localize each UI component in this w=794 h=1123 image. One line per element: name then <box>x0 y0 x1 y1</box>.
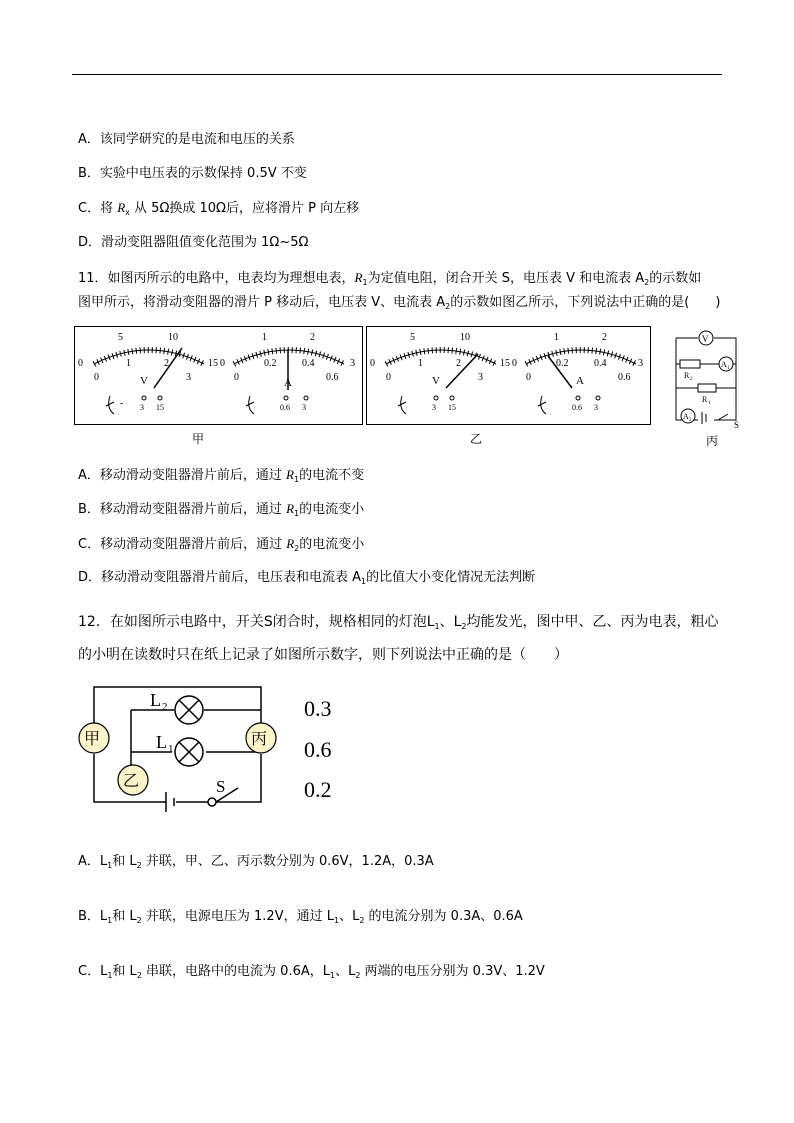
svg-text:R: R <box>684 371 690 380</box>
q12-option-b: B．$L_1$和 $L_2$ 并联，电源电压为 1.2V，通过 $L_1$、$L_2$ 的电流分别为 0.3A、0.6A <box>78 909 523 925</box>
svg-text:15: 15 <box>448 403 456 412</box>
svg-text:0.4: 0.4 <box>594 358 607 369</box>
option-c-prev: C．将 $R_x$ 从 5Ω换成 10Ω后，应将滑片 P 向左移 <box>78 200 360 217</box>
q11-option-b: B．移动滑动变阻器滑片前后，通过 $R_1$的电流变小 <box>78 501 365 518</box>
svg-text:3: 3 <box>302 403 306 412</box>
voltmeter-yi <box>370 332 510 414</box>
svg-text:甲: 甲 <box>84 731 101 748</box>
svg-text:5: 5 <box>118 332 123 343</box>
svg-text:3: 3 <box>432 403 436 412</box>
svg-text:0: 0 <box>386 372 391 383</box>
svg-text:1: 1 <box>126 358 131 369</box>
svg-text:15: 15 <box>500 358 510 369</box>
voltmeter-jia <box>78 332 218 414</box>
svg-text:R: R <box>702 395 708 404</box>
svg-text:1: 1 <box>554 332 559 343</box>
circuit-q12 <box>76 680 286 820</box>
meter-panel-yi <box>366 326 652 426</box>
fig-label-yi: 乙 <box>470 432 483 446</box>
svg-text:3: 3 <box>186 372 191 383</box>
svg-text:1: 1 <box>727 366 730 371</box>
svg-text:2: 2 <box>456 358 461 369</box>
fig-label-jia: 甲 <box>192 432 205 446</box>
svg-text:A: A <box>284 377 292 389</box>
meter-panel-jia <box>74 326 364 426</box>
lamp-l1 <box>175 738 203 766</box>
svg-text:0: 0 <box>94 372 99 383</box>
svg-text:0: 0 <box>220 358 225 369</box>
option-b-prev: B．实验中电压表的示数保持 0.5V 不变 <box>78 166 307 181</box>
svg-text:1: 1 <box>418 358 423 369</box>
svg-text:A: A <box>576 375 584 387</box>
fig-label-bing: 丙 <box>706 434 719 448</box>
svg-text:S: S <box>734 420 740 430</box>
ammeter-yi <box>512 332 643 414</box>
svg-text:0.6: 0.6 <box>572 403 582 412</box>
svg-text:V: V <box>702 334 709 344</box>
svg-text:2: 2 <box>162 701 168 713</box>
svg-text:2: 2 <box>164 358 169 369</box>
svg-text:0.4: 0.4 <box>302 358 315 369</box>
svg-text:V: V <box>432 375 440 387</box>
svg-text:2: 2 <box>690 377 693 382</box>
recorded-number-3: 0.2 <box>304 777 332 802</box>
svg-text:2: 2 <box>689 418 692 423</box>
svg-text:S: S <box>216 777 226 796</box>
svg-text:3: 3 <box>478 372 483 383</box>
lamp-l2 <box>175 696 203 724</box>
svg-text:15: 15 <box>156 403 164 412</box>
svg-text:2: 2 <box>310 332 315 343</box>
svg-text:3: 3 <box>350 358 355 369</box>
svg-text:乙: 乙 <box>123 773 140 790</box>
svg-text:0.2: 0.2 <box>264 358 277 369</box>
q11-option-d: D．移动滑动变阻器滑片前后，电压表和电流表 $A_1$的比值大小变化情况无法判断 <box>78 570 536 586</box>
svg-text:10: 10 <box>168 332 178 343</box>
svg-text:0.6: 0.6 <box>280 403 290 412</box>
q12-line2: 的小明在读数时只在纸上记录了如图所示数字，则下列说法中正确的是（ ） <box>78 647 568 663</box>
q12-line1: 12．在如图所示电路中，开关S闭合时，规格相同的灯泡$L_1$、$L_2$均能发光，图中甲、乙、丙为电表，粗心 <box>78 614 719 631</box>
svg-text:0.2: 0.2 <box>556 358 569 369</box>
svg-text:1: 1 <box>262 332 267 343</box>
svg-text:3: 3 <box>638 358 643 369</box>
svg-text:丙: 丙 <box>251 731 268 748</box>
svg-text:L: L <box>156 732 167 752</box>
svg-text:1: 1 <box>708 401 711 406</box>
svg-text:0.6: 0.6 <box>618 372 631 383</box>
svg-text:0.6: 0.6 <box>326 372 339 383</box>
svg-text:10: 10 <box>460 332 470 343</box>
svg-text:2: 2 <box>602 332 607 343</box>
q11-line1: 11．如图丙所示的电路中，电表均为理想电表，$R_1$为定值电阻，闭合开关 S，电压表 V 和电流表 $A_2$的示数如 <box>78 270 702 287</box>
svg-text:0: 0 <box>234 372 239 383</box>
svg-text:-: - <box>120 398 124 409</box>
svg-text:A: A <box>721 360 727 369</box>
q11-option-a: A．移动滑动变阻器滑片前后，通过 $R_1$的电流不变 <box>78 467 365 484</box>
svg-text:0: 0 <box>78 358 83 369</box>
svg-text:15: 15 <box>208 358 218 369</box>
circuit-bing <box>668 326 744 430</box>
q11-option-c: C．移动滑动变阻器滑片前后，通过 $R_2$的电流变小 <box>78 536 365 553</box>
q11-line2: 图甲所示，将滑动变阻器的滑片 P 移动后，电压表 V、电流表 $A_2$的示数如图乙所示，下列说法中正确的是( ) <box>78 295 721 311</box>
svg-text:0: 0 <box>526 372 531 383</box>
svg-text:1: 1 <box>168 743 174 755</box>
ammeter-jia <box>220 332 355 414</box>
q12-option-a: A．$L_1$和 $L_2$ 并联，甲、乙、丙示数分别为 0.6V，1.2A，0.3A <box>78 854 434 870</box>
svg-text:5: 5 <box>410 332 415 343</box>
svg-text:A: A <box>683 412 689 421</box>
svg-text:3: 3 <box>140 403 144 412</box>
q12-option-c: C．$L_1$和 $L_2$ 串联，电路中的电流为 0.6A，$L_1$、$L_2$ 两端的电压分别为 0.3V、1.2V <box>78 964 545 980</box>
recorded-number-2: 0.6 <box>304 737 332 762</box>
svg-text:0: 0 <box>512 358 517 369</box>
option-d-prev: D．滑动变阻器阻值变化范围为 1Ω~5Ω <box>78 235 309 250</box>
recorded-number-1: 0.3 <box>304 696 332 721</box>
svg-text:3: 3 <box>594 403 598 412</box>
svg-text:0: 0 <box>370 358 375 369</box>
option-a-prev: A．该同学研究的是电流和电压的关系 <box>78 132 295 147</box>
header-rule <box>72 74 722 75</box>
svg-text:L: L <box>150 690 161 710</box>
svg-text:V: V <box>140 375 148 387</box>
